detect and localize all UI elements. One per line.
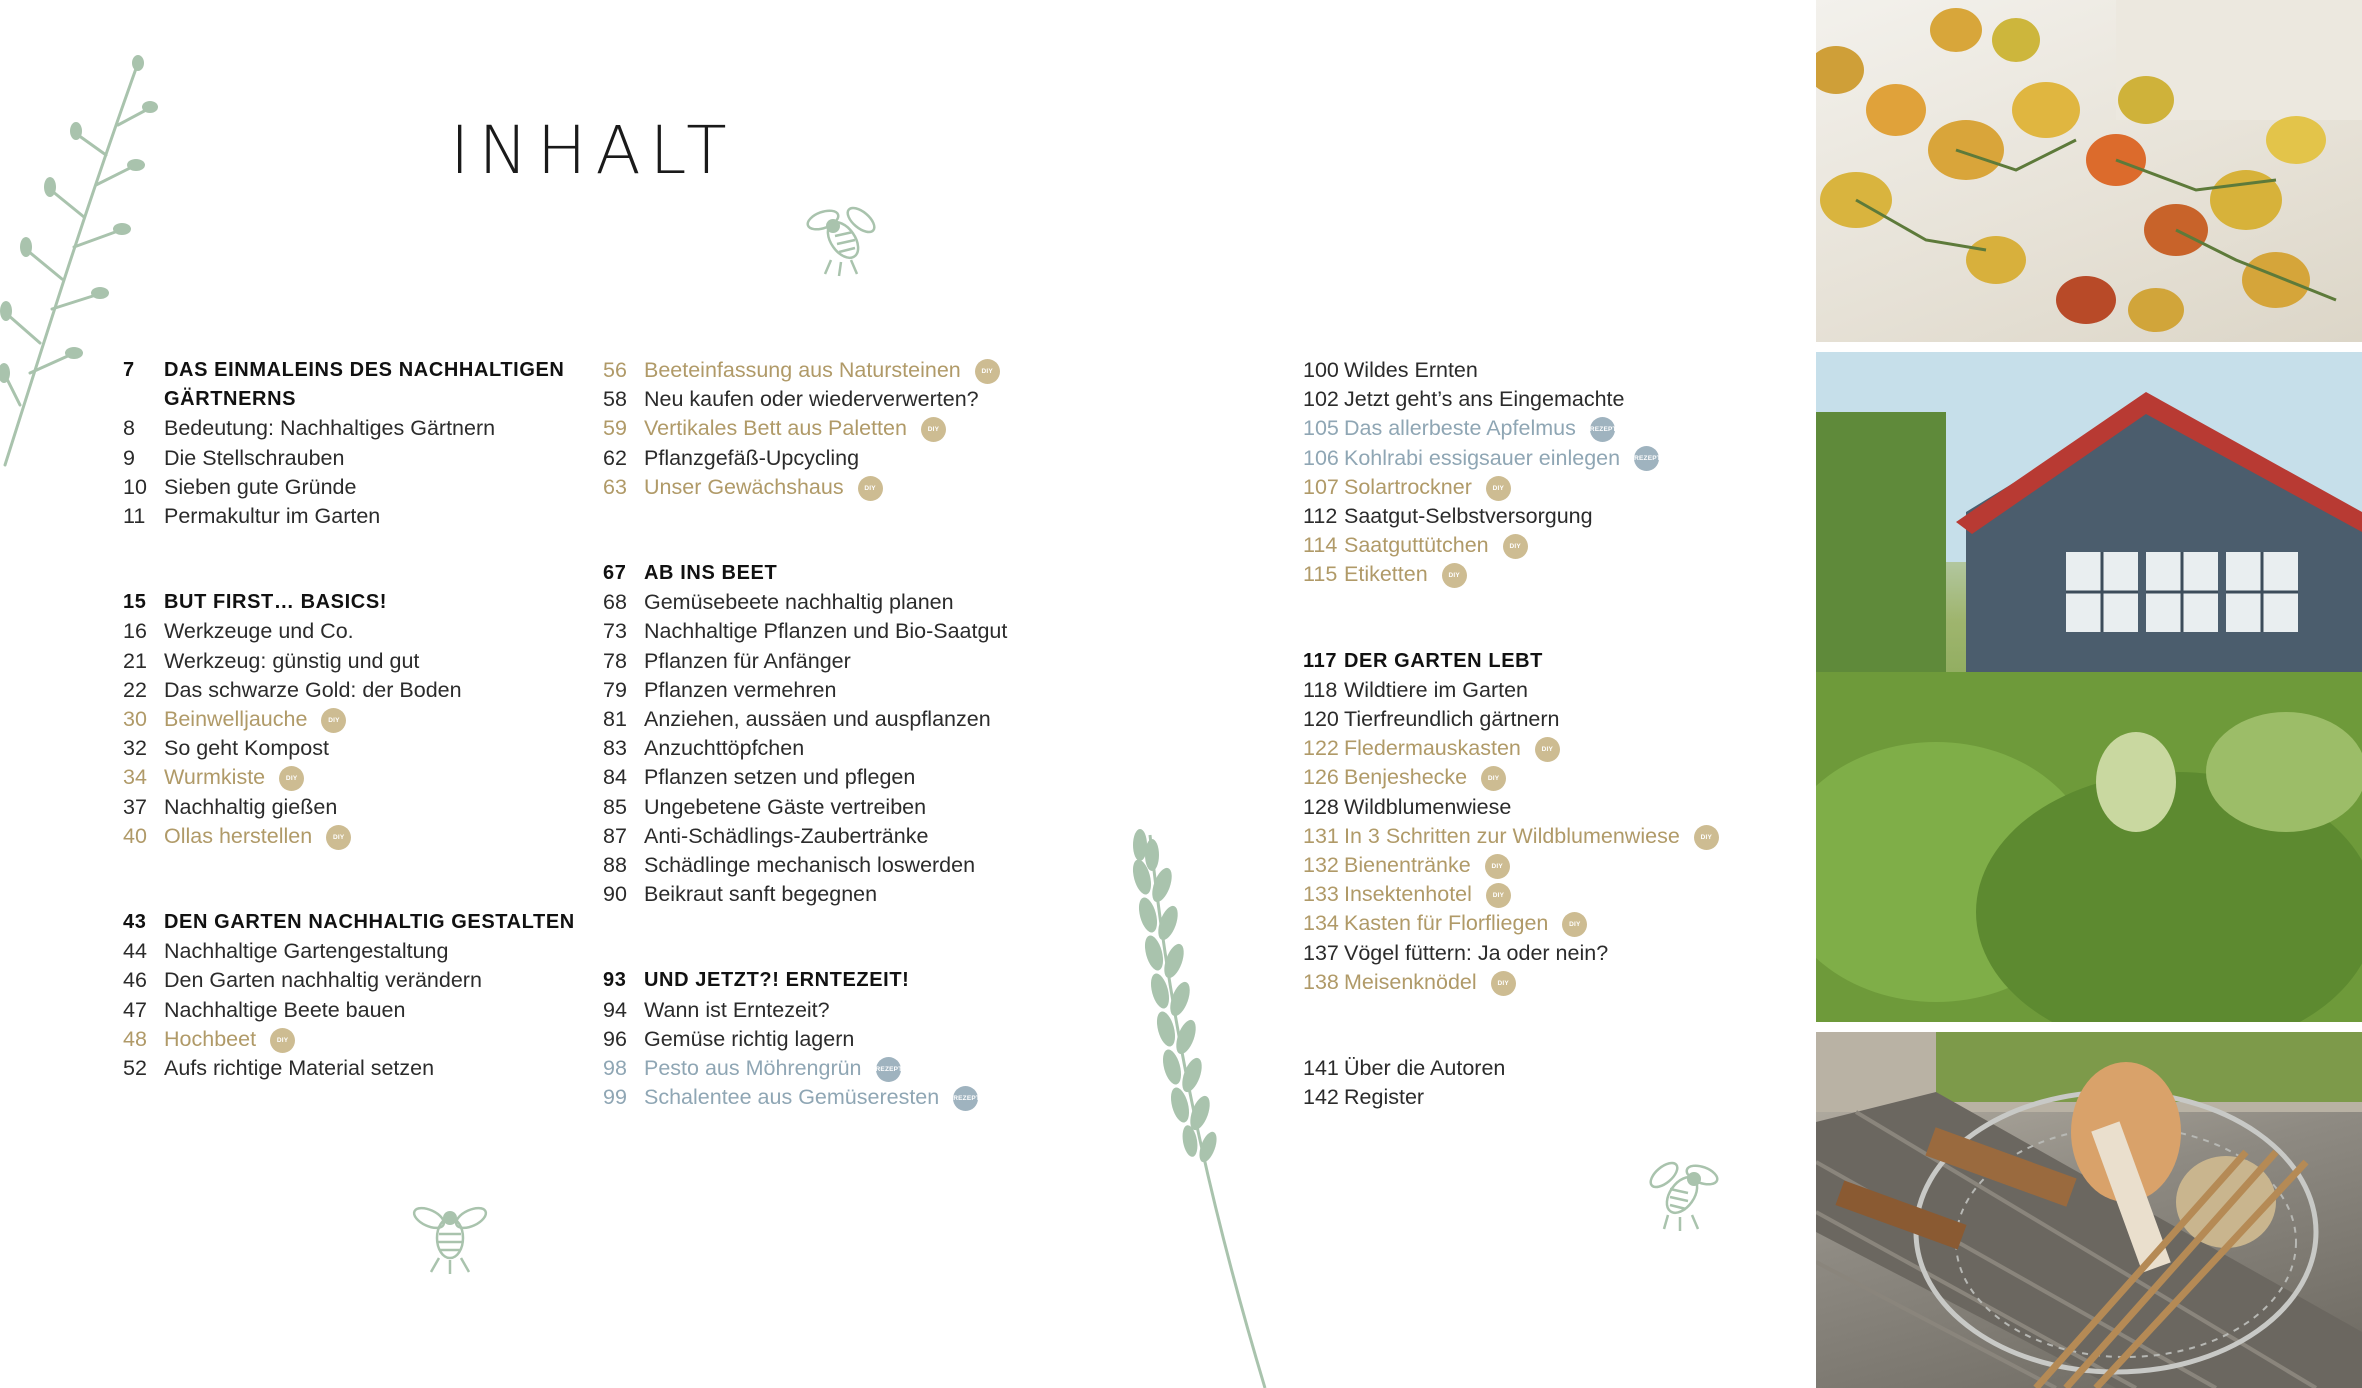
toc-entry [1303,473,1803,502]
toc-chapter-heading [123,356,583,414]
toc-section [123,356,583,531]
rezept-badge: REZEPT [876,1057,901,1082]
toc-page-number: 114 [1303,533,1338,558]
toc-page-number: 15 [123,591,147,614]
toc-page-number: 62 [603,445,627,470]
toc-column [123,356,583,1140]
toc-page-number: 106 [1303,445,1339,470]
rezept-badge: REZEPT [1634,446,1659,471]
toc-entry [123,647,583,676]
diy-badge: DIY [1486,476,1511,501]
toc-entry-title: AB INS BEET [644,562,778,585]
toc-entry-title: Anziehen, aussäen und auspflanzen [644,707,991,732]
toc-page-number: 59 [603,416,627,441]
toc-entry-title: Wildblumenwiese [1344,794,1512,819]
toc-entry [603,588,1243,617]
toc-page-number: 30 [123,707,147,732]
toc-page-number: 87 [603,823,627,848]
page-title: INHALT [450,112,736,189]
toc-entry [123,793,583,822]
toc-entry [1303,763,1803,792]
toc-page-number: 9 [123,445,135,470]
toc-entry-title: Insektenhotel [1344,882,1472,907]
toc-page-number: 134 [1303,911,1339,936]
toc-page-number: 32 [123,736,147,761]
toc-entry-title: DEN GARTEN NACHHALTIG GESTALTEN [164,911,575,934]
toc-entry [603,851,1243,880]
toc-page-number: 115 [1303,562,1338,587]
toc-entry [603,734,1243,763]
toc-entry-title: Solartrockner [1344,474,1472,499]
toc-entry [123,705,583,734]
toc-entry-title: Werkzeuge und Co. [164,619,354,644]
toc-entry [123,1025,583,1054]
toc-entry [603,676,1243,705]
toc-entry [603,1025,1243,1054]
toc-column [603,356,1243,1169]
toc-page-number: 142 [1303,1085,1339,1110]
toc-entry-title: Die Stellschrauben [164,445,345,470]
toc-entry-title: UND JETZT?! ERNTEZEIT! [644,969,910,992]
diy-badge: DIY [270,1028,295,1053]
toc-page-number: 52 [123,1056,147,1081]
tomatoes-photo [1816,0,2362,342]
toc-entry-title: Wildes Ernten [1344,358,1478,382]
toc-column [1303,356,1803,1169]
toc-page-number: 7 [123,359,135,381]
toc-entry-title: Wann ist Erntezeit? [644,997,830,1022]
toc-entry-title: Jetzt geht’s ans Eingemachte [1344,387,1625,412]
toc-entry [603,617,1243,646]
toc-page-number: 94 [603,997,627,1022]
toc-entry-title: Meisenknödel [1344,969,1477,994]
toc-entry [123,937,583,966]
toc-section [1303,356,1803,590]
toc-entry-title: Das allerbeste Apfelmus [1344,416,1576,441]
toc-entry-title: Vertikales Bett aus Paletten [644,416,907,441]
bee-illustration [405,1188,495,1278]
toc-page-number: 132 [1303,853,1339,878]
toc-entry [603,996,1243,1025]
toc-entry [123,734,583,763]
diy-badge: DIY [1485,854,1510,879]
toc-page-number: 137 [1303,940,1339,965]
toc-entry [123,502,583,531]
toc-page-number: 34 [123,765,147,790]
toc-section [603,356,1243,502]
toc-entry-title: Über die Autoren [1344,1056,1506,1081]
toc-entry [123,822,583,851]
toc-entry-title: Gemüse richtig lagern [644,1026,855,1051]
toc-chapter-heading [123,908,583,937]
toc-entry-title: Anzuchttöpfchen [644,736,805,761]
toc-entry-title: Pflanzen für Anfänger [644,648,851,673]
toc-entry-title: Register [1344,1085,1425,1110]
toc-entry-title: Bienentränke [1344,853,1471,878]
toc-page-number: 105 [1303,416,1339,441]
toc-page-number: 58 [603,387,627,412]
toc-page-number: 47 [123,997,147,1022]
toc-entry-title: Kohlrabi essigsauer einlegen [1344,445,1621,470]
toc-page-number: 22 [123,677,147,702]
toc-chapter-heading [603,559,1243,588]
toc-entry-title: Anti-Schädlings-Zaubertränke [644,823,929,848]
toc-entry-title: Pflanzen setzen und pflegen [644,765,916,790]
toc-page-number: 84 [603,765,627,790]
toc-entry [603,647,1243,676]
toc-entry-title: Aufs richtige Material setzen [164,1056,435,1081]
toc-entry-title: Tierfreundlich gärtnern [1344,707,1560,732]
toc-entry [1303,1083,1803,1112]
toc-entry-title: Werkzeug: günstig und gut [164,648,420,673]
toc-entry [1303,939,1803,968]
toc-chapter-heading [603,966,1243,995]
toc-section [123,908,583,1083]
toc-entry-title: Benjeshecke [1344,765,1468,790]
diy-badge: DIY [1491,971,1516,996]
toc-entry-title: Beinwelljauche [164,707,308,732]
toc-entry [123,763,583,792]
toc-page-number: 107 [1303,474,1339,499]
toc-entry-title: BUT FIRST… BASICS! [164,591,388,614]
toc-entry-title: Pflanzgefäß-Upcycling [644,445,860,470]
toc-entry-title: Vögel füttern: Ja oder nein? [1344,940,1609,965]
toc-page-number: 79 [603,677,627,702]
toc-entry-title: Pesto aus Möhrengrün [644,1056,862,1081]
toc-entry-title: Gemüsebeete nachhaltig planen [644,590,954,615]
toc-entry [603,1083,1243,1112]
diy-badge: DIY [1694,825,1719,850]
toc-entry [1303,414,1803,443]
toc-page-number: 56 [603,358,627,382]
toc-entry-title: Ollas herstellen [164,823,313,848]
toc-entry-title: Den Garten nachhaltig verändern [164,968,482,993]
toc-entry [603,1054,1243,1083]
toc-entry-title: Beikraut sanft begegnen [644,882,878,907]
toc-chapter-heading [123,588,583,617]
garden-house-photo [1816,352,2362,1022]
rezept-badge: REZEPT [953,1086,978,1111]
toc-entry-title: Nachhaltige Beete bauen [164,997,406,1022]
toc-page-number: 128 [1303,794,1339,819]
garden-tools-basket-photo [1816,1032,2362,1388]
toc-page-number: 63 [603,474,627,499]
diy-badge: DIY [858,476,883,501]
toc-entry [1303,444,1803,473]
toc-page-number: 46 [123,968,147,993]
toc-entry [603,763,1243,792]
diy-badge: DIY [1442,563,1467,588]
toc-entry-title: Neu kaufen oder wiederverwerten? [644,387,979,412]
toc-page-number: 83 [603,736,627,761]
toc-section [603,966,1243,1112]
toc-page-number: 117 [1303,649,1338,672]
toc-page-number: 16 [123,619,147,644]
toc-entry-title: Kasten für Florfliegen [1344,911,1549,936]
toc-page-number: 81 [603,707,627,732]
toc-section [123,588,583,851]
diy-badge: DIY [921,417,946,442]
toc-entry [1303,705,1803,734]
toc-entry [603,822,1243,851]
diy-badge: DIY [321,708,346,733]
diy-badge: DIY [279,766,304,791]
toc-entry-title: Ungebetene Gäste vertreiben [644,794,927,819]
toc-page-number: 90 [603,882,627,907]
toc-page-number: 96 [603,1026,627,1051]
toc-page-number: 8 [123,416,135,441]
toc-page-number: 122 [1303,736,1339,761]
toc-page-number: 85 [603,794,627,819]
toc-entry [123,444,583,473]
diy-badge: DIY [326,825,351,850]
toc-entry [1303,822,1803,851]
toc-page-number: 73 [603,619,627,644]
toc-entry [1303,676,1803,705]
toc-entry-title: Wurmkiste [164,765,266,790]
toc-entry-title: Saatguttütchen [1344,533,1489,558]
toc-entry-title: Nachhaltige Pflanzen und Bio-Saatgut [644,619,1008,644]
toc-page-number: 98 [603,1056,627,1081]
toc-section [603,559,1243,909]
toc-page-number: 120 [1303,707,1339,732]
rezept-badge: REZEPT [1590,417,1615,442]
toc-page-number: 44 [123,939,147,964]
toc-entry-title: So geht Kompost [164,736,329,761]
toc-page-number: 126 [1303,765,1339,790]
toc-entry [603,356,1243,385]
toc-entry-title: Wildtiere im Garten [1344,677,1528,702]
toc-chapter-heading [1303,647,1803,676]
toc-page-number: 37 [123,794,147,819]
toc-entry-title: Permakultur im Garten [164,504,381,529]
toc-entry [603,705,1243,734]
toc-entry [1303,1054,1803,1083]
toc-entry [1303,385,1803,414]
diy-badge: DIY [975,359,1000,384]
toc-page-number: 118 [1303,677,1338,702]
toc-page-number: 138 [1303,969,1339,994]
toc-entry-title: DER GARTEN LEBT [1344,649,1543,672]
toc-entry [123,414,583,443]
toc-entry-title: Nachhaltige Gartengestaltung [164,939,449,964]
toc-entry-title: Unser Gewächshaus [644,474,844,499]
toc-entry [1303,560,1803,589]
toc-entry [123,473,583,502]
toc-page-number: 78 [603,648,627,673]
toc-entry [123,966,583,995]
toc-entry [1303,851,1803,880]
diy-badge: DIY [1535,737,1560,762]
toc-entry [1303,968,1803,997]
toc-page-number: 88 [603,853,627,878]
toc-entry [1303,502,1803,531]
toc-entry-title: Saatgut-Selbstversorgung [1344,504,1593,529]
toc-entry [603,414,1243,443]
bee-illustration [795,190,885,280]
toc-entry-title: Hochbeet [164,1026,257,1051]
toc-entry [123,1054,583,1083]
toc-entry [603,880,1243,909]
toc-entry-title: Pflanzen vermehren [644,677,837,702]
toc-page-number: 102 [1303,387,1339,412]
toc-page-number: 11 [123,504,146,529]
toc-page-number: 48 [123,1026,147,1051]
toc-page-number: 43 [123,911,147,934]
toc-page-number: 68 [603,590,627,615]
toc-entry-title: Etiketten [1344,562,1428,587]
diy-badge: DIY [1562,912,1587,937]
diy-badge: DIY [1481,766,1506,791]
toc-entry-title: Fledermauskasten [1344,736,1521,761]
toc-entry [603,444,1243,473]
toc-entry [123,996,583,1025]
toc-section [1303,1054,1803,1112]
toc-entry [1303,734,1803,763]
toc-page-number: 141 [1303,1056,1339,1081]
toc-entry-title: In 3 Schritten zur Wildblumenwiese [1344,823,1680,848]
toc-page-number: 131 [1303,823,1339,848]
toc-entry [123,676,583,705]
toc-entry [1303,531,1803,560]
diy-badge: DIY [1503,534,1528,559]
toc-entry [123,617,583,646]
diy-badge: DIY [1486,883,1511,908]
toc-entry-title: Bedeutung: Nachhaltiges Gärtnern [164,416,496,441]
toc-entry [1303,880,1803,909]
toc-entry-title: Sieben gute Gründe [164,474,357,499]
toc-entry [1303,909,1803,938]
toc-entry-title: Schädlinge mechanisch loswerden [644,853,976,878]
toc-page-number: 133 [1303,882,1339,907]
toc-entry [1303,356,1803,385]
toc-page-number: 112 [1303,504,1338,529]
toc-entry-title: Schalentee aus Gemüseresten [644,1085,940,1110]
toc-entry-title: Nachhaltig gießen [164,794,338,819]
toc-entry [603,385,1243,414]
toc-entry-title: Das schwarze Gold: der Boden [164,677,462,702]
toc-page-number: 10 [123,474,147,499]
toc-entry [603,793,1243,822]
toc-page-number: 99 [603,1085,627,1110]
toc-page-number: 93 [603,969,627,992]
toc-section [1303,647,1803,997]
toc-entry [603,473,1243,502]
toc-page-number: 40 [123,823,147,848]
toc-entry-title: DAS EINMALEINS DES NACHHALTIGEN GÄRTNERNS [164,359,565,411]
toc-page-number: 100 [1303,358,1339,382]
toc-page-number: 21 [123,648,147,673]
toc-entry [1303,793,1803,822]
toc-page-number: 67 [603,562,627,585]
toc-entry-title: Beeteinfassung aus Natursteinen [644,358,961,382]
